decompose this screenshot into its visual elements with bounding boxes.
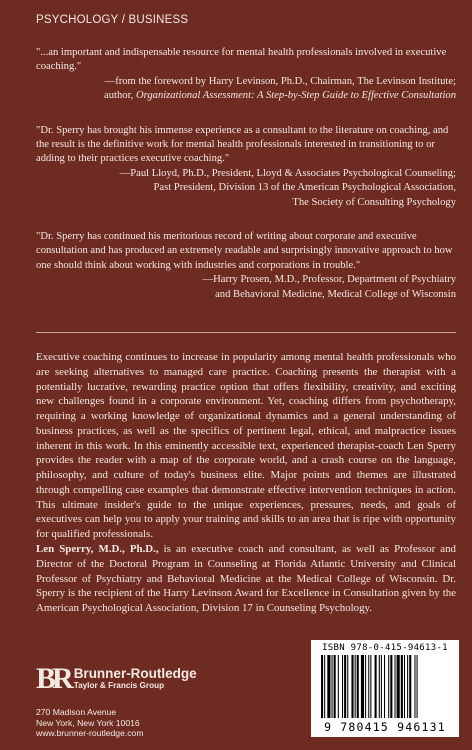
- barcode-bar: [414, 655, 415, 718]
- barcode-bar: [342, 655, 343, 718]
- quote-attribution: —from the foreword by Harry Levinson, Ph.D., Chairman, The Levinson Institute;: [104, 75, 456, 87]
- barcode-bar: [332, 655, 333, 718]
- address-line: 270 Madison Avenue: [36, 707, 117, 717]
- barcode-bar: [344, 655, 346, 718]
- quote-text: "Dr. Sperry has brought his immense experience as a consultant to the literature on coaching, and the result is the definitive work for mental health professionals interested in transitioning to or adding to their practices executive coaching.": [36, 124, 449, 165]
- quote-attribution: —Harry Prosen, M.D., Professor, Department of Psychiatry: [202, 274, 456, 286]
- barcode-bar: [347, 655, 348, 718]
- publisher-logo-mark: BR: [36, 662, 70, 695]
- endorsement-quote: [36, 230, 456, 302]
- barcode-bar: [384, 655, 385, 718]
- category-label: PSYCHOLOGY / BUSINESS: [36, 14, 189, 26]
- barcode-bar: [321, 655, 323, 718]
- barcode-bar: [355, 655, 356, 718]
- barcode-bar: [334, 655, 336, 718]
- barcode-bar: [395, 655, 396, 718]
- author-bio: [36, 542, 456, 616]
- endorsement-quote: [36, 124, 456, 210]
- publisher-group: Taylor & Francis Group: [73, 681, 165, 690]
- barcode: [311, 640, 459, 737]
- quote-attribution-line: [36, 89, 456, 103]
- endorsements: [36, 46, 456, 322]
- barcode-bar: [390, 655, 392, 718]
- barcode-bars: [321, 655, 451, 718]
- barcode-bar: [381, 655, 382, 718]
- divider: [36, 332, 456, 333]
- barcode-bar: [357, 655, 359, 718]
- address-line: New York, New York 10016: [36, 717, 140, 728]
- quote-attribution: The Society of Consulting Psychology: [292, 196, 456, 208]
- book-title: Organizational Assessment: A Step-by-Step Guide to Effective Consultation: [135, 90, 456, 102]
- book-description: Executive coaching continues to increase in popularity among mental health professionals who are seeking alternatives to managed care practice. Coaching presents the therapist with a potentially lucrative, rewarding practice option that offers flexibility, creativity, and exciting new challenges found in a corporate environment. Yet, coaching differs from psychotherapy, requiring a working knowledge of organizational dynamics and a general understanding of business practices, as well as the specifics of pertinent legal, ethical, and malpractice issues inherent in this work. In this eminently accessible text, experienced therapist-coach Len Sperry provides the reader with a map of the corporate world, and a crash course on the language, philosophy, and culture of today's business elite. Major points and themes are illustrated through compelling case examples that demonstrate effective intervention techniques in action. This ultimate insider's guide to the unique experiences, pressures, needs, and goals of executives can help you to apply your training and skills to an area that is ripe with opportunity for qualified professionals.: [36, 351, 456, 540]
- barcode-bar: [375, 655, 377, 718]
- barcode-bar: [407, 655, 408, 718]
- publisher-address: [36, 707, 143, 739]
- barcode-bar: [388, 655, 389, 718]
- barcode-bar: [370, 655, 371, 718]
- attribution-prefix: author,: [104, 90, 136, 102]
- barcode-bar: [338, 655, 339, 718]
- author-name: Len Sperry, M.D., Ph.D.,: [36, 543, 159, 555]
- barcode-bar: [324, 655, 325, 718]
- isbn-label: ISBN 978-0-415-94613-1: [322, 643, 448, 653]
- quote-text: "...an important and indispensable resource for mental health professionals involved in executive coaching.": [36, 47, 447, 73]
- barcode-bar: [368, 655, 369, 718]
- barcode-bar: [401, 655, 403, 718]
- barcode-bar: [361, 655, 364, 718]
- barcode-bar: [417, 655, 418, 718]
- quote-text: "Dr. Sperry has continued his meritorious record of writing about corporate and executive consultation and has produced an extremely readable and surprisingly innovative approach to how one should think about working with industries and corporations in trouble.": [36, 231, 453, 271]
- barcode-bar: [327, 655, 330, 718]
- barcode-bar: [365, 655, 366, 718]
- barcode-bar: [351, 655, 353, 718]
- quote-attribution: and Behavioral Medicine, Medical College of Wisconsin: [215, 288, 456, 300]
- publisher-name: Brunner-Routledge: [73, 666, 197, 681]
- barcode-bar: [397, 655, 400, 718]
- quote-attribution: Past President, Division 13 of the American Psychological Association,: [153, 182, 456, 194]
- barcode-bar: [409, 655, 411, 718]
- barcode-bar: [404, 655, 405, 718]
- publisher-logo-text: [74, 664, 197, 691]
- ean-number: 9 780415 946131: [324, 720, 446, 734]
- publisher-logo: [36, 664, 197, 694]
- barcode-bar: [379, 655, 380, 718]
- publisher-website: www.brunner-routledge.com: [36, 728, 144, 738]
- endorsement-quote: [36, 46, 456, 104]
- author-bio-text: is an executive coach and consultant, as well as Professor and Director of the Doctoral Program in Counseling at Florida Atlantic University and Clinical Professor of Psychiatry and Behavioral Medicine at the Medical College of Wisconsin. Dr. Sperry is the recipient of the Harry Levinson Award for Excellence in Consultation given by the American Psychological Association, Division 17 in Counseling Psychology.: [36, 543, 457, 614]
- quote-attribution: —Paul Lloyd, Ph.D., President, Lloyd & Associates Psychological Counseling;: [119, 167, 456, 179]
